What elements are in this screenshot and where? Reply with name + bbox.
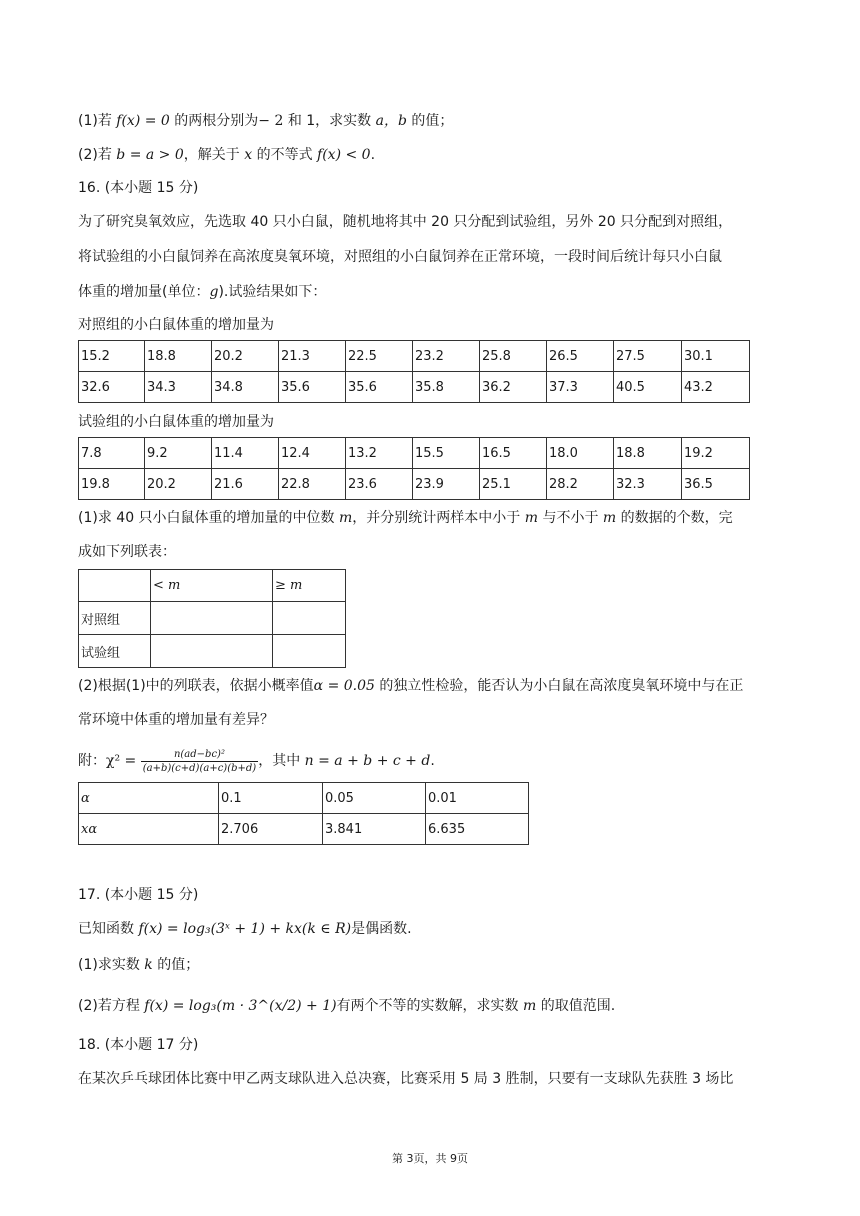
table-cell: 9.2 (145, 438, 212, 469)
math: x (244, 147, 253, 163)
table-cell: 27.5 (614, 341, 682, 372)
math: f(x) = 0 (116, 113, 170, 129)
text: (2)若方程 (78, 998, 145, 1014)
test-table-title: 试验组的小白鼠体重的增加量为 (78, 414, 274, 430)
contingency-table (78, 569, 346, 668)
text: 的值； (406, 113, 454, 129)
text: 有两个不等的实数解，求实数 (336, 998, 524, 1014)
text: 和 1，求实数 (283, 113, 376, 129)
table-cell: 25.8 (480, 341, 547, 372)
text: 的数据的个数，完 (616, 510, 733, 526)
q16-intro-line1: 为了研究臭氧效应，先选取 40 只小白鼠，随机地将其中 20 只分配到试验组，另外 20 只分配到对照组， (78, 214, 733, 230)
table-cell: 36.2 (480, 372, 547, 403)
text: . (370, 147, 376, 163)
empty-cell (151, 635, 273, 668)
table-row (79, 341, 750, 372)
table-cell: 43.2 (682, 372, 750, 403)
numerator: n(ad−bc)² (141, 748, 258, 762)
math: m (339, 510, 353, 526)
math: m (602, 510, 617, 526)
empty-cell (273, 602, 346, 635)
table-cell: 22.8 (279, 469, 346, 500)
text: 的独立性检验，能否认为小白鼠在高浓度臭氧环境中与在正 (374, 678, 744, 694)
table-cell: 19.8 (79, 469, 145, 500)
table-cell: 18.8 (614, 438, 682, 469)
table-cell: 36.5 (682, 469, 750, 500)
table-cell: 40.5 (614, 372, 682, 403)
appendix-formula (78, 744, 435, 778)
table-cell: 34.3 (145, 372, 212, 403)
q17-heading: 17. (本小题 15 分) (78, 887, 199, 903)
table-cell: 19.2 (682, 438, 750, 469)
table-cell: 34.8 (212, 372, 279, 403)
q16-intro-line2: 将试验组的小白鼠饲养在高浓度臭氧环境，对照组的小白鼠饲养在正常环境，一段时间后统计每只小白鼠 (78, 249, 722, 265)
table-cell: 21.6 (212, 469, 279, 500)
math: n = a + b + c + d (304, 753, 431, 769)
table-cell: 25.1 (480, 469, 547, 500)
table-cell: 18.8 (145, 341, 212, 372)
test-data-table (78, 437, 750, 500)
col-header-lt: < m (151, 570, 273, 602)
text: ，其中 (258, 753, 305, 769)
q17-part2 (78, 996, 615, 1016)
table-cell: 32.6 (79, 372, 145, 403)
text: (1)求 40 只小白鼠体重的增加量的中位数 (78, 510, 339, 526)
critical-value: 2.706 (219, 814, 323, 845)
math: a，b (375, 113, 407, 129)
text: (2)若 (78, 147, 117, 163)
table-cell: 18.0 (547, 438, 614, 469)
col-header-ge: ≥ m (273, 570, 346, 602)
table-cell: 32.3 (614, 469, 682, 500)
chi-square-fraction (141, 748, 258, 775)
math: k (144, 957, 153, 973)
math: m (523, 998, 537, 1014)
table-cell: 12.4 (279, 438, 346, 469)
control-table-title: 对照组的小白鼠体重的增加量为 (78, 317, 274, 333)
table-cell: 26.5 (547, 341, 614, 372)
text: (2)根据(1)中的列联表，依据小概率值 (78, 678, 314, 694)
text: ，并分别统计两样本中小于 (352, 510, 525, 526)
table-cell: 22.5 (346, 341, 413, 372)
text: ，解关于 (183, 147, 245, 163)
text: 是偶函数. (351, 921, 412, 937)
table-cell: 28.2 (547, 469, 614, 500)
table-cell: 30.1 (682, 341, 750, 372)
q16-part2-line1 (78, 676, 743, 696)
q18-heading: 18. (本小题 17 分) (78, 1037, 199, 1053)
table-cell: 37.3 (547, 372, 614, 403)
alpha-label: α (79, 783, 219, 814)
text: 的不等式 (252, 147, 318, 163)
text: . (430, 753, 435, 769)
table-cell: 11.4 (212, 438, 279, 469)
table-cell: 20.2 (145, 469, 212, 500)
table-cell: 35.6 (279, 372, 346, 403)
math: f(x) = log₃(m · 3^(x/2) + 1) (144, 998, 337, 1014)
q16-part2-line2: 常环境中体重的增加量有差异？ (78, 712, 274, 728)
critical-value: 6.635 (426, 814, 529, 845)
table-row (79, 469, 750, 500)
math: f(x) = log₃(3ˣ + 1) + kx(k ∈ R) (138, 921, 352, 937)
empty-cell (273, 635, 346, 668)
table-row (79, 372, 750, 403)
table-cell: 35.8 (413, 372, 480, 403)
table-cell: 15.2 (79, 341, 145, 372)
q16-part1-line1 (78, 508, 733, 528)
control-data-table (78, 340, 750, 403)
q15-part1 (78, 111, 453, 131)
empty-cell (151, 602, 273, 635)
table-cell: 35.6 (346, 372, 413, 403)
table-cell: 23.9 (413, 469, 480, 500)
table-cell: 23.2 (413, 341, 480, 372)
corner-cell (79, 570, 151, 602)
text: 体重的增加量(单位： (78, 284, 210, 300)
table-cell: 21.3 (279, 341, 346, 372)
q17-statement (78, 919, 412, 939)
text: (1)若 (78, 113, 117, 129)
q16-intro-line3 (78, 282, 326, 302)
table-cell: 16.5 (480, 438, 547, 469)
row-header-test: 试验组 (79, 635, 151, 668)
alpha-value: 0.01 (426, 783, 529, 814)
table-cell: 23.6 (346, 469, 413, 500)
text: 已知函数 (78, 921, 139, 937)
table-cell: 7.8 (79, 438, 145, 469)
math: α = 0.05 (313, 678, 375, 694)
text: 与不小于 (538, 510, 603, 526)
q18-text: 在某次乒乓球团体比赛中甲乙两支球队进入总决赛，比赛采用 5 局 3 胜制，只要有一支球队先获胜 3 场比 (78, 1071, 734, 1087)
q16-heading: 16. (本小题 15 分) (78, 180, 199, 196)
denominator: (a+b)(c+d)(a+c)(b+d) (142, 762, 257, 774)
table-cell: 13.2 (346, 438, 413, 469)
q15-part2 (78, 145, 375, 165)
math: − 2 (258, 113, 284, 129)
text: 附： (78, 753, 106, 769)
math: g (209, 284, 219, 300)
page-footer: 第 3页，共 9页 (392, 1152, 468, 1165)
table-row (79, 438, 750, 469)
critical-value-table (78, 782, 529, 845)
alpha-value: 0.1 (219, 783, 323, 814)
q17-part1 (78, 955, 199, 975)
x-alpha-label: xα (79, 814, 219, 845)
math: χ² = (106, 753, 137, 769)
q16-part1-line2: 成如下列联表： (78, 544, 176, 560)
text: 的值； (152, 957, 200, 973)
math: f(x) < 0 (317, 147, 371, 163)
math: b = a > 0 (116, 147, 184, 163)
table-cell: 20.2 (212, 341, 279, 372)
text: (1)求实数 (78, 957, 145, 973)
critical-value: 3.841 (323, 814, 426, 845)
row-header-control: 对照组 (79, 602, 151, 635)
table-cell: 15.5 (413, 438, 480, 469)
text: ).试验结果如下： (218, 284, 327, 300)
math: m (524, 510, 539, 526)
text: 的取值范围. (536, 998, 616, 1014)
text: 的两根分别为 (169, 113, 259, 129)
alpha-value: 0.05 (323, 783, 426, 814)
